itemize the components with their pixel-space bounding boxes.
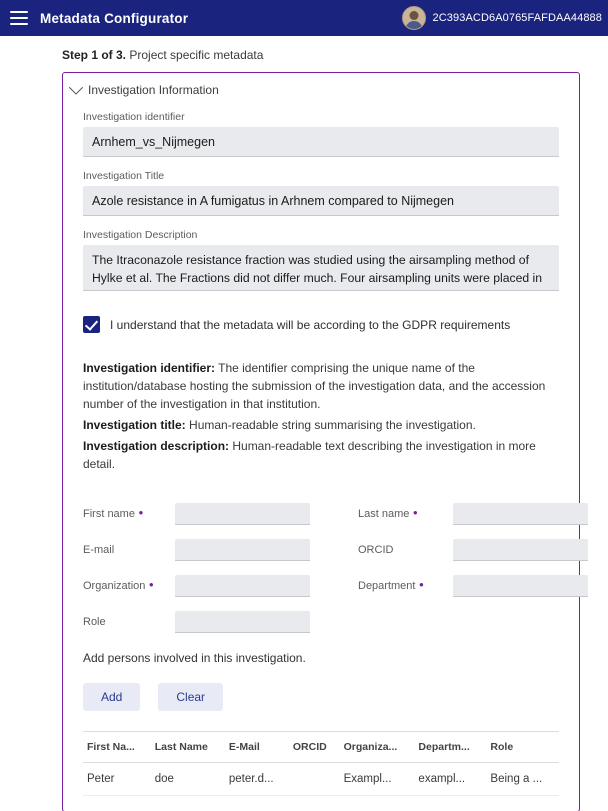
panel-title: Investigation Information xyxy=(88,83,219,97)
required-marker: • xyxy=(145,577,154,592)
required-marker: • xyxy=(415,577,424,592)
department-label xyxy=(358,577,453,592)
panel-body xyxy=(63,97,579,796)
col-last-name[interactable]: Last Name xyxy=(151,732,225,763)
step-number: Step 1 of 3. xyxy=(62,48,127,62)
help-item xyxy=(83,416,559,434)
app-title: Metadata Configurator xyxy=(40,10,189,26)
last-name-input[interactable] xyxy=(453,503,588,525)
first-name-input[interactable] xyxy=(175,503,310,525)
person-form xyxy=(83,503,559,633)
help-term: Investigation description: xyxy=(83,439,230,453)
col-department[interactable]: Departm... xyxy=(414,732,486,763)
last-name-label xyxy=(358,505,453,520)
chevron-down-icon[interactable] xyxy=(69,80,83,94)
investigation-identifier-field xyxy=(83,111,559,157)
col-organization[interactable]: Organiza... xyxy=(340,732,415,763)
investigation-panel xyxy=(62,72,580,811)
persons-table xyxy=(83,731,559,796)
col-first-name[interactable]: First Na... xyxy=(83,732,151,763)
investigation-title-label: Investigation Title xyxy=(83,170,165,182)
investigation-identifier-input[interactable] xyxy=(83,127,559,157)
orcid-input[interactable] xyxy=(453,539,588,561)
last-name-label-text: Last name xyxy=(358,508,410,520)
investigation-description-label: Investigation Description xyxy=(83,229,198,241)
step-text: Project specific metadata xyxy=(129,48,264,62)
add-button[interactable]: Add xyxy=(83,683,140,711)
required-marker: • xyxy=(409,505,418,520)
investigation-description-input[interactable] xyxy=(83,245,559,291)
organization-label xyxy=(83,577,175,592)
table-header-row xyxy=(83,732,559,763)
email-input[interactable] xyxy=(175,539,310,561)
department-input[interactable] xyxy=(453,575,588,597)
table-row[interactable] xyxy=(83,763,559,796)
page-content xyxy=(0,36,608,811)
cell-last-name: doe xyxy=(151,763,225,796)
app-bar xyxy=(0,0,608,36)
cell-email: peter.d... xyxy=(225,763,289,796)
user-zone[interactable] xyxy=(402,0,602,36)
first-name-label-text: First name xyxy=(83,508,135,520)
help-item xyxy=(83,359,559,413)
col-role[interactable]: Role xyxy=(486,732,559,763)
email-label: E-mail xyxy=(83,544,115,556)
gdpr-consent-checkbox[interactable] xyxy=(83,316,100,333)
department-label-text: Department xyxy=(358,580,416,592)
first-name-label xyxy=(83,505,175,520)
help-block xyxy=(83,359,559,473)
cell-first-name: Peter xyxy=(83,763,151,796)
clear-button[interactable]: Clear xyxy=(158,683,223,711)
required-marker: • xyxy=(134,505,144,520)
persons-table-body xyxy=(83,763,559,796)
user-avatar-icon[interactable] xyxy=(402,6,426,30)
role-input[interactable] xyxy=(175,611,310,633)
panel-header[interactable] xyxy=(63,73,579,97)
orcid-label: ORCID xyxy=(358,544,394,556)
cell-orcid xyxy=(289,763,340,796)
step-indicator xyxy=(0,36,608,72)
investigation-title-field xyxy=(83,170,559,216)
help-term: Investigation title: xyxy=(83,418,186,432)
help-term: Investigation identifier: xyxy=(83,361,216,375)
cell-role: Being a ... xyxy=(486,763,559,796)
investigation-title-input[interactable] xyxy=(83,186,559,216)
cell-department: exampl... xyxy=(414,763,486,796)
gdpr-consent-label: I understand that the metadata will be according to the GDPR requirements xyxy=(110,317,511,332)
gdpr-consent-row[interactable] xyxy=(83,316,559,333)
organization-label-text: Organization xyxy=(83,580,146,592)
cell-organization: Exampl... xyxy=(340,763,415,796)
col-email[interactable]: E-Mail xyxy=(225,732,289,763)
hamburger-icon[interactable] xyxy=(10,11,28,25)
persons-table-head xyxy=(83,732,559,763)
help-text: Human-readable text describing the investigation in more detail. xyxy=(83,439,536,471)
role-label: Role xyxy=(83,616,106,628)
person-button-row xyxy=(83,683,559,711)
help-item xyxy=(83,437,559,473)
organization-input[interactable] xyxy=(175,575,310,597)
col-orcid[interactable]: ORCID xyxy=(289,732,340,763)
help-text: The identifier comprising the unique name of the institution/database hosting the submission of the investigation data, and the accession number of the investigation in that institution. xyxy=(83,361,546,411)
investigation-description-field xyxy=(83,229,559,296)
add-persons-hint: Add persons involved in this investigation. xyxy=(83,651,306,665)
user-id-label: 2C393ACD6A0765FAFDAA44888 xyxy=(432,12,602,24)
help-text: Human-readable string summarising the investigation. xyxy=(185,418,476,432)
investigation-identifier-label: Investigation identifier xyxy=(83,111,185,123)
